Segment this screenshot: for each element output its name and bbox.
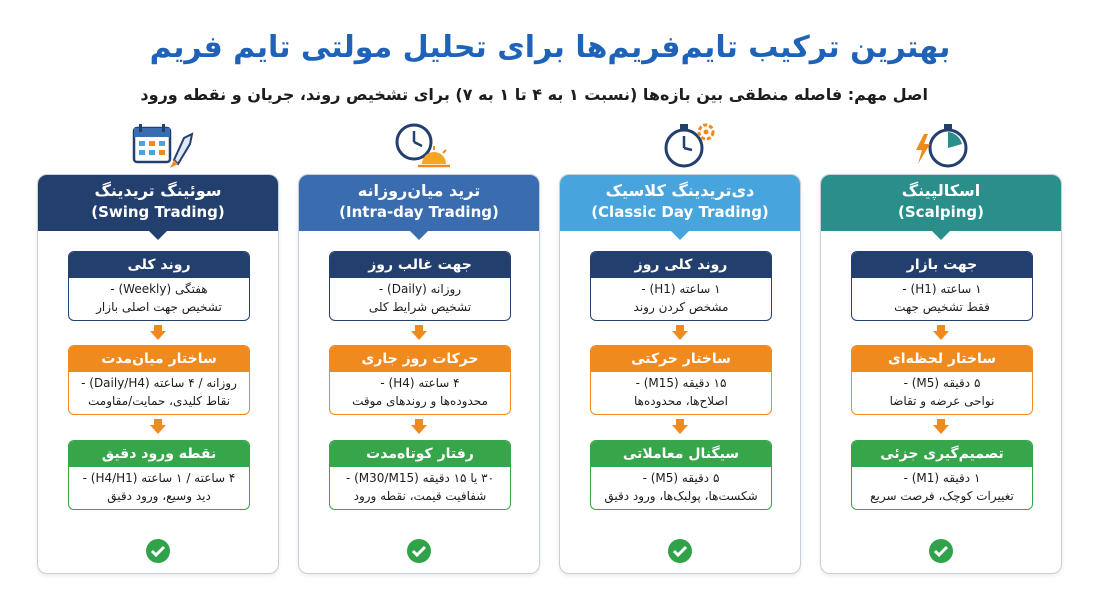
column-header [560,175,800,231]
column-header [299,175,539,231]
check-icon [407,539,431,563]
step-title: سیگنال معاملاتی [591,441,771,467]
step-box-move-structure [590,345,772,415]
step-box-instant-structure [851,345,1033,415]
step-title: تصمیم‌گیری جزئی [852,441,1032,467]
step-box-day-trend [590,251,772,321]
step-line: هفتگی (Weekly) - [110,282,208,296]
column-scalping [820,174,1062,574]
step-title: روند کلی روز [591,252,771,278]
step-box-current-moves [329,345,511,415]
down-arrow-icon [150,425,166,434]
step-line: اصلاح‌ها، محدوده‌ها [634,394,728,408]
column-title-fa: ترید میان‌روزانه [357,181,481,200]
column-title-fa: اسکالپینگ [901,181,981,200]
step-line: محدوده‌ها و روندهای موقت [352,394,488,408]
step-title: روند کلی [69,252,249,278]
step-line: ۵ دقیقه (M5) - [642,471,720,485]
column-header [821,175,1061,231]
step-box-micro-decision [851,440,1033,510]
step-line: ۵ دقیقه (M5) - [903,376,981,390]
step-title: ساختار حرکتی [591,346,771,372]
down-arrow-icon [411,425,427,434]
step-line: نواحی عرضه و تقاضا [889,394,995,408]
step-title: حرکات روز جاری [330,346,510,372]
down-arrow-icon [411,331,427,340]
column-title-fa: دی‌تریدینگ کلاسیک [605,181,755,200]
step-line: نقاط کلیدی، حمایت/مقاومت [87,394,230,408]
step-line: ۴ ساعته / ۱ ساعته (H4/H1) - [82,471,236,485]
column-header [38,175,278,231]
check-icon [146,539,170,563]
step-box-mid-structure [68,345,250,415]
step-box-dominant-direction [329,251,511,321]
step-line: ۱ ساعته (H1) - [902,282,982,296]
step-title: ساختار میان‌مدت [69,346,249,372]
step-box-trade-signal [590,440,772,510]
step-line: مشخص کردن روند [633,300,729,314]
step-box-market-direction [851,251,1033,321]
step-line: ۱ دقیقه (M1) - [903,471,981,485]
clock-sunrise-icon [388,120,468,172]
down-arrow-icon [933,331,949,340]
column-classic-day-trading [559,174,801,574]
step-line: تغییرات کوچک، فرصت سریع [870,489,1014,503]
step-line: ۱۵ دقیقه (M15) - [635,376,727,390]
down-arrow-icon [933,425,949,434]
stopwatch-gear-icon [650,120,730,172]
step-line: روزانه / ۴ ساعته (Daily/H4) - [81,376,237,390]
column-title-en: (Scalping) [898,203,984,221]
page-subtitle: اصل مهم: فاصله منطقی بین بازه‌ها (نسبت ۱ به ۴ تا ۱ به ۷) برای تشخیص روند، جریان و نقطه ورود [140,85,928,104]
step-line: ۱ ساعته (H1) - [641,282,721,296]
column-swing-trading [37,174,279,574]
step-line: فقط تشخیص جهت [894,300,990,314]
step-title: جهت بازار [852,252,1032,278]
column-title-en: (Classic Day Trading) [591,203,769,221]
step-title: نقطه ورود دقیق [69,441,249,467]
step-title: رفتار کوتاه‌مدت [330,441,510,467]
step-title: جهت غالب روز [330,252,510,278]
step-line: دید وسیع، ورود دقیق [107,489,211,503]
step-line: شکست‌ها، پولبک‌ها، ورود دقیق [604,489,758,503]
check-icon [668,539,692,563]
column-intraday-trading [298,174,540,574]
down-arrow-icon [672,425,688,434]
column-title-en: (Swing Trading) [91,203,225,221]
step-line: ۳۰ یا ۱۵ دقیقه (M30/M15) - [345,471,495,485]
calendar-rocket-icon [122,120,202,172]
stopwatch-lightning-icon [910,120,990,172]
down-arrow-icon [150,331,166,340]
step-title: ساختار لحظه‌ای [852,346,1032,372]
step-box-entry [68,440,250,510]
step-line: تشخیص جهت اصلی بازار [96,300,222,314]
step-line: تشخیص شرایط کلی [368,300,472,314]
step-line: شفافیت قیمت، نقطه ورود [353,489,487,503]
check-icon [929,539,953,563]
down-arrow-icon [672,331,688,340]
column-title-fa: سوئینگ تریدینگ [94,181,222,200]
column-title-en: (Intra-day Trading) [339,203,499,221]
step-box-short-term [329,440,511,510]
step-line: روزانه (Daily) - [378,282,462,296]
page-title: بهترین ترکیب تایم‌فریم‌ها برای تحلیل مولتی تایم فریم [149,30,951,65]
step-box-overall-trend [68,251,250,321]
step-line: ۴ ساعته (H4) - [380,376,460,390]
